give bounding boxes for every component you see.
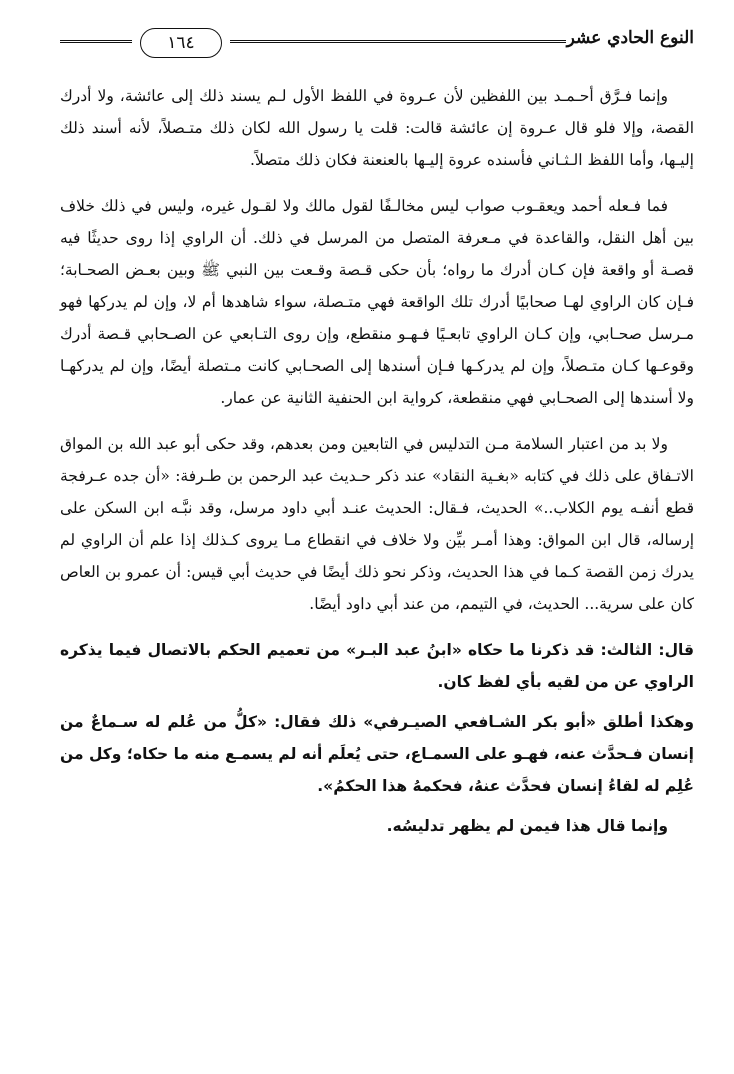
quoted-paragraph-3: وإنما قال هذا فيمن لم يظهر تدليسُه.: [386, 817, 668, 835]
quoted-paragraph-1: قال: الثالث: قد ذكرنا ما حكاه «ابنُ عبد البـر» من تعميم الحكم بالاتصال فيما يذكره الراوي عن من لقيه بأي لفظ كان.: [60, 641, 694, 691]
quoted-paragraph-2: وهكذا أطلق «أبو بكر الشـافعي الصيـرفي» ذلك فقال: «كلُّ من عُلم له سـماعٌ من إنسان فـحدَّث عنه، فهـو على السمـاع، حتى يُعلَم أنه لم يسمـع منه ما حكاه؛ وكل من عُلِم له لقاءُ إنسان فحدَّث عنهُ، فحكمهُ هذا الحكمُ».: [60, 713, 694, 795]
page-header: [60, 24, 694, 64]
book-page: [60, 0, 694, 1074]
header-rule-right: [230, 40, 566, 43]
body-paragraph-3: ولا بد من اعتبار السلامة مـن التدليس في التابعين ومن بعدهم، وقد حكى أبو عبد الله بن المواق الاتـفاق على ذلك في كتابه «بغـية النقاد» عند ذكر حـديث عبد الرحمن بن طـرفة: «أن جده عـرفجة قطع أنفـه يوم الكلاب..» الحديث، فـقال: الحديث عنـد أبي داود مرسل، وقد نبَّـه ابن السكن على إرساله، قال ابن المواق: وهذا أمـر بيِّن ولا خلاف في انقطاع مـا يروى كـذلك إذا علم أن الراوي لم يدرك زمن القصة كـما في هذا الحديث، وذكر نحو ذلك أيضًا في حديث أبي قيس: أن عمرو بن العاص كان على سرية... الحديث، في التيمم، من عند أبي داود أيضًا.: [60, 435, 694, 613]
page-body: [60, 80, 694, 850]
body-paragraph-1: وإنما فـرَّق أحـمـد بين اللفظين لأن عـروة في اللفظ الأول لـم يسند ذلك إلى عائشة، ولا أدرك القصة، وإلا فلو قال عـروة إن عائشة قالت: قلت يا رسول الله لكان ذلك متـصلاً، لأنه أسند ذلك إليـها، وأما اللفظ الـثـاني فأسنده عروة إليـها بالعنعنة فكان ذلك متصلاً.: [60, 87, 694, 169]
body-paragraph-2: فما فـعله أحمد ويعقـوب صواب ليس مخالـفًا لقول مالك ولا لقـول غيره، وليس في ذلك خلاف بين أهل النقل، والقاعدة في مـعرفة المتصل من المرسل في ذلك. أن الراوي إذا روى حديثًا فيه قصـة أو واقعة فإن كـان أدرك ما رواه؛ بأن حكى قـصة وقـعت بين النبي ﷺ وبين بعـض الصحـابة؛ فـإن كان الراوي لهـا صحابيًا أدرك تلك الواقعة فهي متـصلة، سواء شاهدها أم لا، وإن لم يدركها فهو مـرسل صحـابي، وإن كـان الراوي تابعـيًا فـهـو منقطع، وإن روى التـابعي عن الصـحابي قـصة أدرك وقوعـها كـان متـصلاً، وإن لم يدركـها فـإن أسندها إلى الصحـابي كانت مـتصلة أيضًا، وإن لم يدركهـا ولا أسندها إلى الصحـابي فهي منقطعة، كرواية ابن الحنفية الثانية عن عمار.: [60, 197, 694, 407]
running-title: النوع الحادي عشر: [566, 28, 694, 48]
page-number: ١٦٤: [140, 28, 222, 58]
header-rule-left: [60, 40, 132, 43]
